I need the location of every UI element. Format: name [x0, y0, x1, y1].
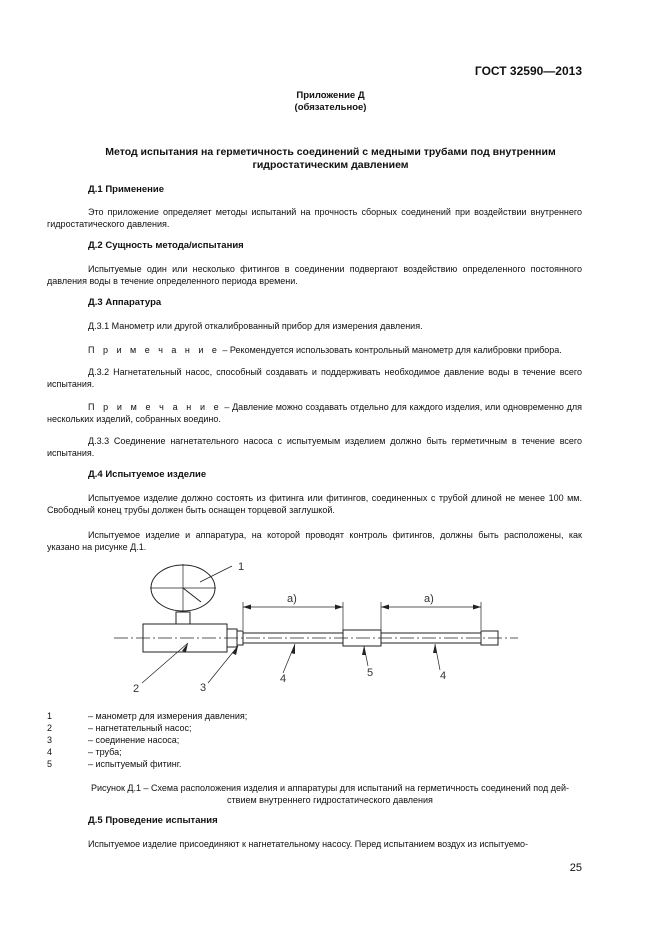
figure-dim-a2: a) — [424, 593, 434, 605]
figure-label-2: 2 — [133, 683, 140, 695]
test-setup-figure — [100, 558, 530, 698]
method-title-line1: Метод испытания на герметичность соединений с медными трубами под внутренним — [105, 146, 556, 158]
figure-label-5: 5 — [367, 667, 374, 679]
legend-text: – труба; — [88, 747, 122, 757]
figure-label-4b: 4 — [440, 670, 447, 682]
legend-num: 5 — [47, 759, 53, 769]
method-title-line2: гидростатическим давлением — [252, 159, 409, 171]
section-d3-note1 — [47, 344, 582, 356]
section-heading-d5: Д.5 Проведение испытания — [88, 815, 218, 826]
figure-label-1: 1 — [238, 561, 245, 573]
figure-label-4a: 4 — [280, 673, 287, 685]
section-d3-p2: Д.3.2 Нагнетательный насос, способный создавать и поддерживать необходимое давление воды в течение всего испытания. — [47, 367, 582, 389]
leader-1 — [200, 566, 232, 582]
legend-text: – манометр для измерения давления; — [88, 711, 248, 721]
leader-2 — [142, 643, 188, 683]
page-number: 25 — [569, 862, 582, 874]
note1-text: – Рекомендуется использовать контрольный манометр для калибровки прибора. — [219, 345, 562, 355]
manometer-stem — [176, 612, 190, 624]
section-d5-p1: Испытуемое изделие присоединяют к нагнетательному насосу. Перед испытанием воздух из испытуемо- — [88, 839, 529, 849]
figure-label-3: 3 — [200, 682, 207, 694]
legend-num: 1 — [47, 711, 53, 721]
figure-dim-a1: a) — [287, 593, 297, 605]
section-heading-d4: Д.4 Испытуемое изделие — [88, 469, 207, 480]
legend-num: 2 — [47, 723, 53, 733]
section-d3-p1: Д.3.1 Манометр или другой откалиброванный прибор для измерения давления. — [88, 321, 423, 331]
manometer-needle — [183, 588, 201, 602]
note2-text: – Давление можно создавать отдельно для каждого изделия, или одновременно для нескольких изделий, собранных воедино. — [47, 402, 582, 424]
section-d1-text: Это приложение определяет методы испытаний на прочность сборных соединений при воздействии внутреннего гидростатического давления. — [47, 207, 582, 229]
figure-caption — [30, 782, 630, 806]
appendix-title: Приложение Д — [296, 90, 365, 101]
section-heading-d1: Д.1 Применение — [88, 184, 164, 195]
section-d4-p1: Испытуемое изделие должно состоять из фитинга или фитингов, соединенных с трубой длиной не менее 100 мм. Свободный конец трубы должен быть оснащен торцевой заглушкой. — [47, 493, 582, 515]
figure-caption-line2: ствием внутреннего гидростатического давления — [227, 795, 433, 805]
section-d4-p2: Испытуемое изделие и аппаратура, на которой проводят контроль фитингов, должны быть расположены, как указано на рисунке Д.1. — [47, 530, 582, 552]
note1-label: П р и м е ч а н и е — [88, 345, 220, 355]
figure-caption-line1: Рисунок Д.1 – Схема расположения изделия и аппаратуры для испытаний на герметичность соединений под дей- — [90, 783, 570, 793]
legend-text: – испытуемый фитинг. — [88, 759, 182, 769]
appendix-subtitle: (обязательное) — [294, 102, 367, 113]
section-d3-note2 — [47, 401, 582, 425]
legend-text: – соединение насоса; — [88, 735, 180, 745]
section-heading-d2: Д.2 Сущность метода/испытания — [88, 240, 244, 251]
legend-num: 3 — [47, 735, 53, 745]
section-d2-text: Испытуемые один или несколько фитингов в соединении подвергают воздействию определенного постоянного давления воды в течение определенного периода времени. — [47, 264, 582, 286]
note2-label: П р и м е ч а н и е — [88, 402, 222, 412]
legend-num: 4 — [47, 747, 53, 757]
standard-number: ГОСТ 32590—2013 — [474, 64, 582, 78]
section-d3-p3: Д.3.3 Соединение нагнетательного насоса с испытуемым изделием должно быть герметичным в течение всего испытания. — [47, 436, 582, 458]
section-heading-d3: Д.3 Аппаратура — [88, 297, 162, 308]
legend-text: – нагнетательный насос; — [88, 723, 192, 733]
